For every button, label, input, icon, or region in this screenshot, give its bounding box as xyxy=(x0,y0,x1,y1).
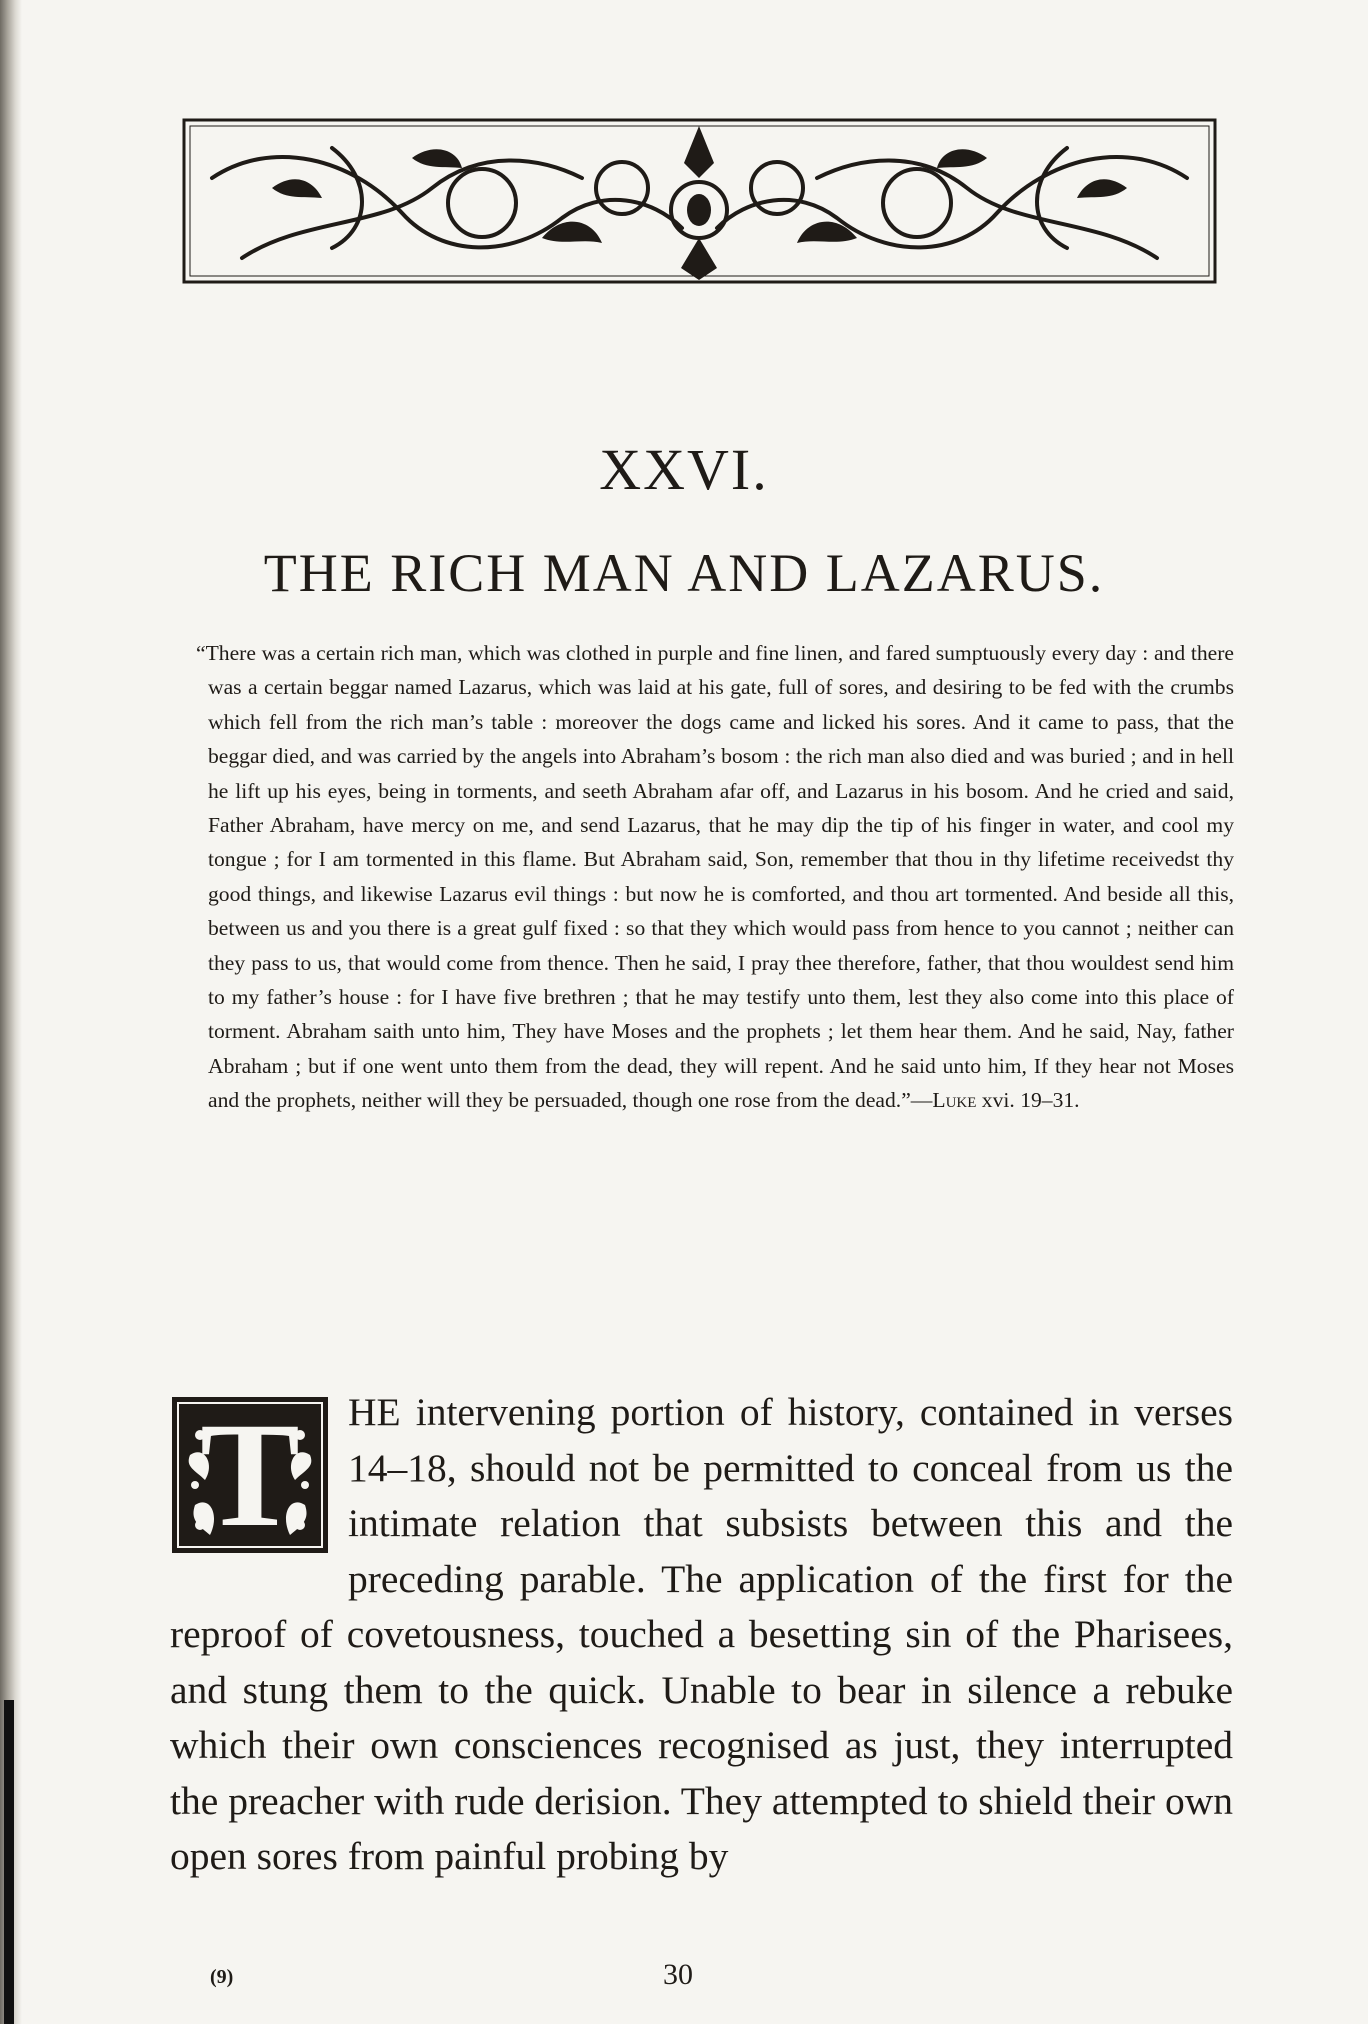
floral-headpiece-ornament xyxy=(182,118,1217,284)
page-number: 30 xyxy=(663,1958,693,1991)
drop-cap-letter: T xyxy=(199,1395,301,1555)
epigraph-scripture-quote xyxy=(196,636,1234,1118)
body-paragraph xyxy=(170,1385,1233,1885)
epigraph-reference-verses: xvi. 19–31. xyxy=(976,1088,1080,1113)
signature-mark: (9) xyxy=(210,1966,234,1988)
epigraph-reference-book: Luke xyxy=(932,1088,977,1113)
scanned-page-edge-shadow xyxy=(4,1700,14,2024)
chapter-number: XXVI. xyxy=(599,437,769,502)
body-text: HE intervening portion of history, contained in verses 14–18, should not be permitted to conceal from us the intimate relation that subsists between this and the preceding parable. The application of the first for the reproof of covetousness, touched a besetting sin of the Pharisees, and stung them to the quick. Unable to bear in silence a rebuke which their own consciences recognised as just, they interrupted the preacher with rude derision. They attempted to shield their own open sores from painful probing by xyxy=(170,1390,1233,1878)
illuminated-drop-cap xyxy=(170,1395,330,1555)
chapter-title: THE RICH MAN AND LAZARUS. xyxy=(263,543,1105,603)
epigraph-text: “There was a certain rich man, which was clothed in purple and fine linen, and fared sumptuously every day : and there was a certain beggar named Lazarus, which was laid at his gate, full of sores, and desiring to be fed with the crumbs which fell from the rich man’s table : moreover the dogs came and licked his sores. And it came to pass, that the beggar died, and was carried by the angels into Abraham’s bosom : the rich man also died and was buried ; and in hell he lift up his eyes, being in torments, and seeth Abraham afar off, and Lazarus in his bosom. And he cried and said, Father Abraham, have mercy on me, and send Lazarus, that he may dip the tip of his finger in water, and cool my tongue ; for I am tormented in this flame. But Abraham said, Son, remember that thou in thy lifetime receivedst thy good things, and likewise Lazarus evil things : but now he is comforted, and thou art tormented. And beside all this, between us and you there is a great gulf fixed : so that they which would pass from hence to you cannot ; neither can they pass to us, that would come from thence. Then he said, I pray thee therefore, father, that thou wouldest send him to my father’s house : for I have five brethren ; that he may testify unto them, lest they also come into this place of torment. Abraham saith unto him, They have Moses and the prophets ; let them hear them. And he said, Nay, father Abraham ; but if one went unto them from the dead, they will repent. And he said unto him, If they hear not Moses and the prophets, neither will they be persuaded, though one rose from the dead.”— xyxy=(196,641,1234,1113)
